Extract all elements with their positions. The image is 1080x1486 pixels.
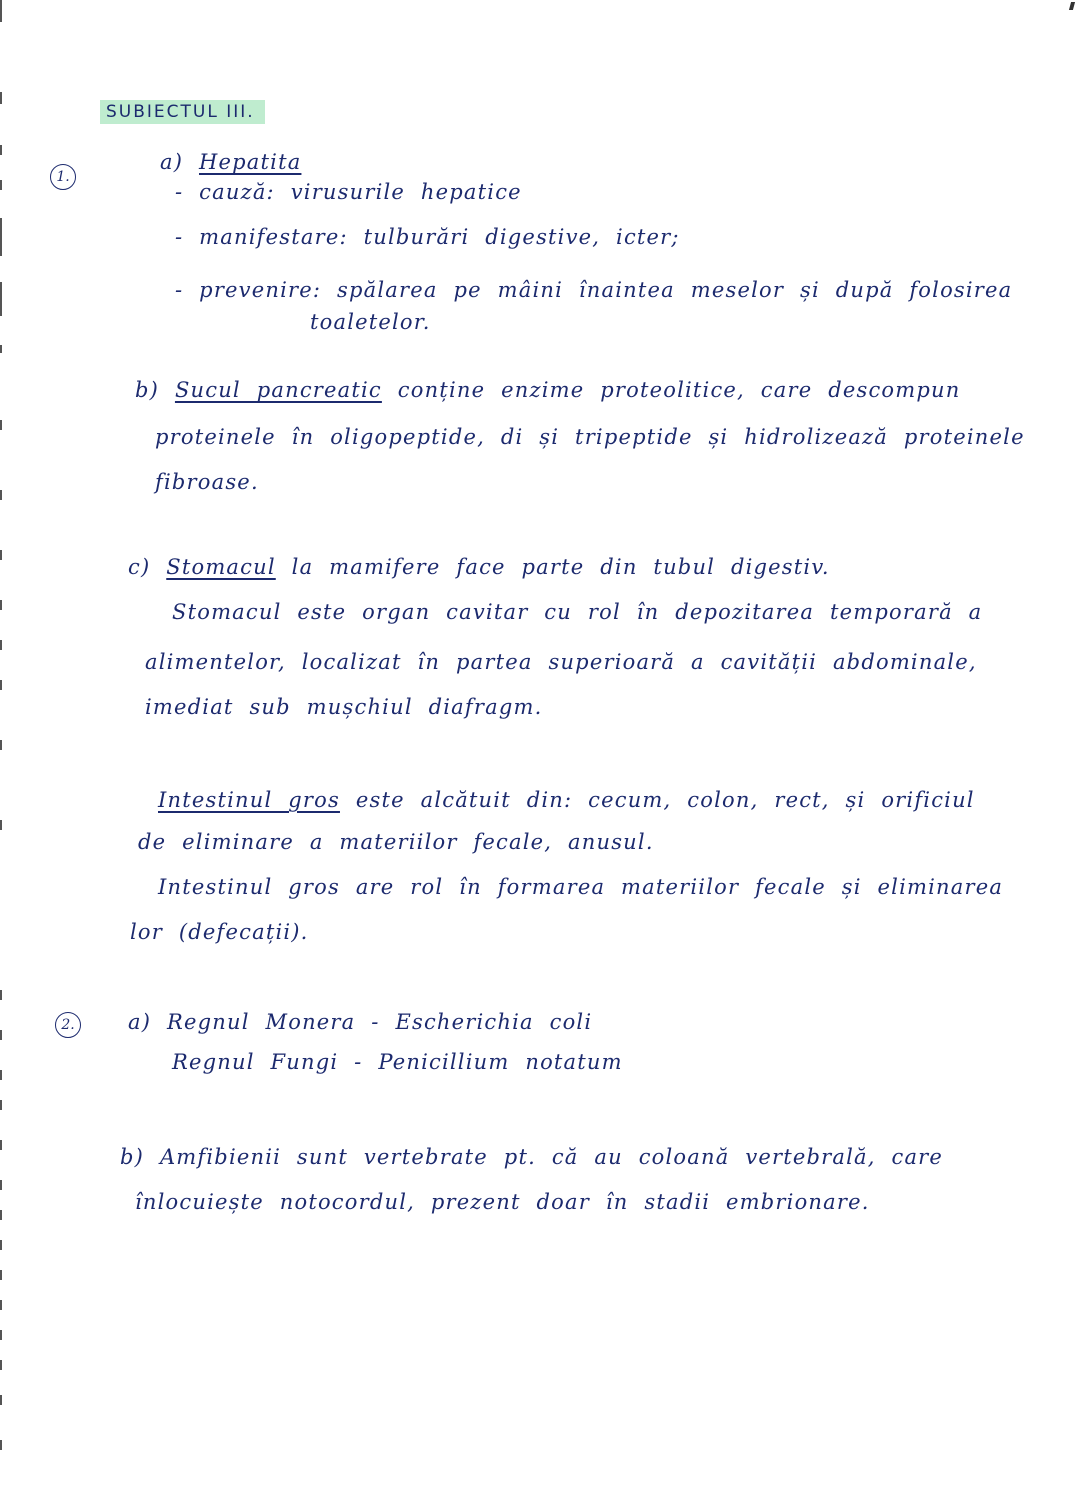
part-label: c) xyxy=(128,555,151,579)
corner-mark xyxy=(1069,2,1075,10)
margin-mark xyxy=(0,1330,2,1340)
margin-mark xyxy=(0,1100,2,1110)
text-line: toaletelor. xyxy=(310,310,431,334)
margin-mark xyxy=(0,1240,2,1250)
part-text: Regnul Monera - Escherichia coli xyxy=(167,1010,593,1034)
part-title: Sucul pancreatic xyxy=(174,378,382,402)
intestine-paragraph xyxy=(158,788,975,812)
margin-mark xyxy=(0,740,2,750)
margin-mark xyxy=(0,1300,2,1310)
text-line: lor (defecații). xyxy=(130,920,309,944)
margin-mark xyxy=(0,1140,2,1150)
part-label: a) xyxy=(128,1010,152,1034)
text-line: Intestinul gros are rol în formarea materiilor fecale și eliminarea xyxy=(158,875,1004,899)
part-label: b) xyxy=(135,378,160,402)
margin-mark xyxy=(0,1030,2,1040)
text-line: imediat sub mușchiul diafragm. xyxy=(145,695,543,719)
margin-mark xyxy=(0,1180,2,1190)
part-label: b) xyxy=(120,1145,145,1169)
margin-mark xyxy=(0,640,2,650)
margin-mark xyxy=(0,1395,2,1405)
text-line: înlocuiește notocordul, prezent doar în stadii embrionare. xyxy=(135,1190,870,1214)
part-2a xyxy=(128,1010,592,1034)
page-heading: SUBIECTUL III. xyxy=(100,100,265,124)
text-line: - cauză: virusurile hepatice xyxy=(175,180,522,204)
margin-mark xyxy=(0,600,2,610)
margin-mark xyxy=(0,92,2,104)
part-text: conține enzime proteolitice, care descompun xyxy=(397,378,961,402)
text-line: - manifestare: tulburări digestive, icter; xyxy=(175,225,680,249)
part-title: Hepatita xyxy=(199,150,302,174)
text-line: Stomacul este organ cavitar cu rol în depozitarea temporară a xyxy=(172,600,983,624)
part-text: la mamifere face parte din tubul digestiv. xyxy=(291,555,830,579)
margin-mark xyxy=(0,282,2,316)
margin-mark xyxy=(0,180,2,190)
text-line: proteinele în oligopeptide, di și tripeptide și hidrolizează proteinele xyxy=(155,425,1025,449)
part-title: Intestinul gros xyxy=(158,788,340,812)
part-1c xyxy=(128,555,830,579)
margin-mark xyxy=(0,1210,2,1220)
part-title: Stomacul xyxy=(166,555,276,579)
margin-mark xyxy=(0,1270,2,1280)
margin-mark xyxy=(0,1440,2,1450)
margin-mark xyxy=(0,550,2,560)
margin-mark xyxy=(0,990,2,1000)
section-number-2: 2. xyxy=(55,1012,81,1038)
section-number-1: 1. xyxy=(50,164,76,190)
margin-mark xyxy=(0,1070,2,1080)
text-line: fibroase. xyxy=(155,470,259,494)
text-line: - prevenire: spălarea pe mâini înaintea meselor și după folosirea xyxy=(175,278,1013,302)
binder-margin-marks xyxy=(0,0,8,1486)
margin-mark xyxy=(0,680,2,690)
part-2b xyxy=(120,1145,943,1169)
margin-mark xyxy=(0,420,2,430)
margin-mark xyxy=(0,820,2,830)
margin-mark xyxy=(0,1360,2,1370)
text-line: Regnul Fungi - Penicillium notatum xyxy=(172,1050,623,1074)
part-text: este alcătuit din: cecum, colon, rect, și orificiul xyxy=(355,788,975,812)
part-1a xyxy=(160,150,301,174)
text-line: alimentelor, localizat în partea superioară a cavității abdominale, xyxy=(145,650,977,674)
margin-mark xyxy=(0,345,2,353)
margin-mark xyxy=(0,490,2,500)
part-1b xyxy=(135,378,961,402)
margin-mark xyxy=(0,218,2,256)
part-label: a) xyxy=(160,150,184,174)
part-text: Amfibienii sunt vertebrate pt. că au coloană vertebrală, care xyxy=(159,1145,944,1169)
margin-mark xyxy=(0,145,2,155)
margin-mark xyxy=(0,0,2,22)
text-line: de eliminare a materiilor fecale, anusul. xyxy=(138,830,654,854)
